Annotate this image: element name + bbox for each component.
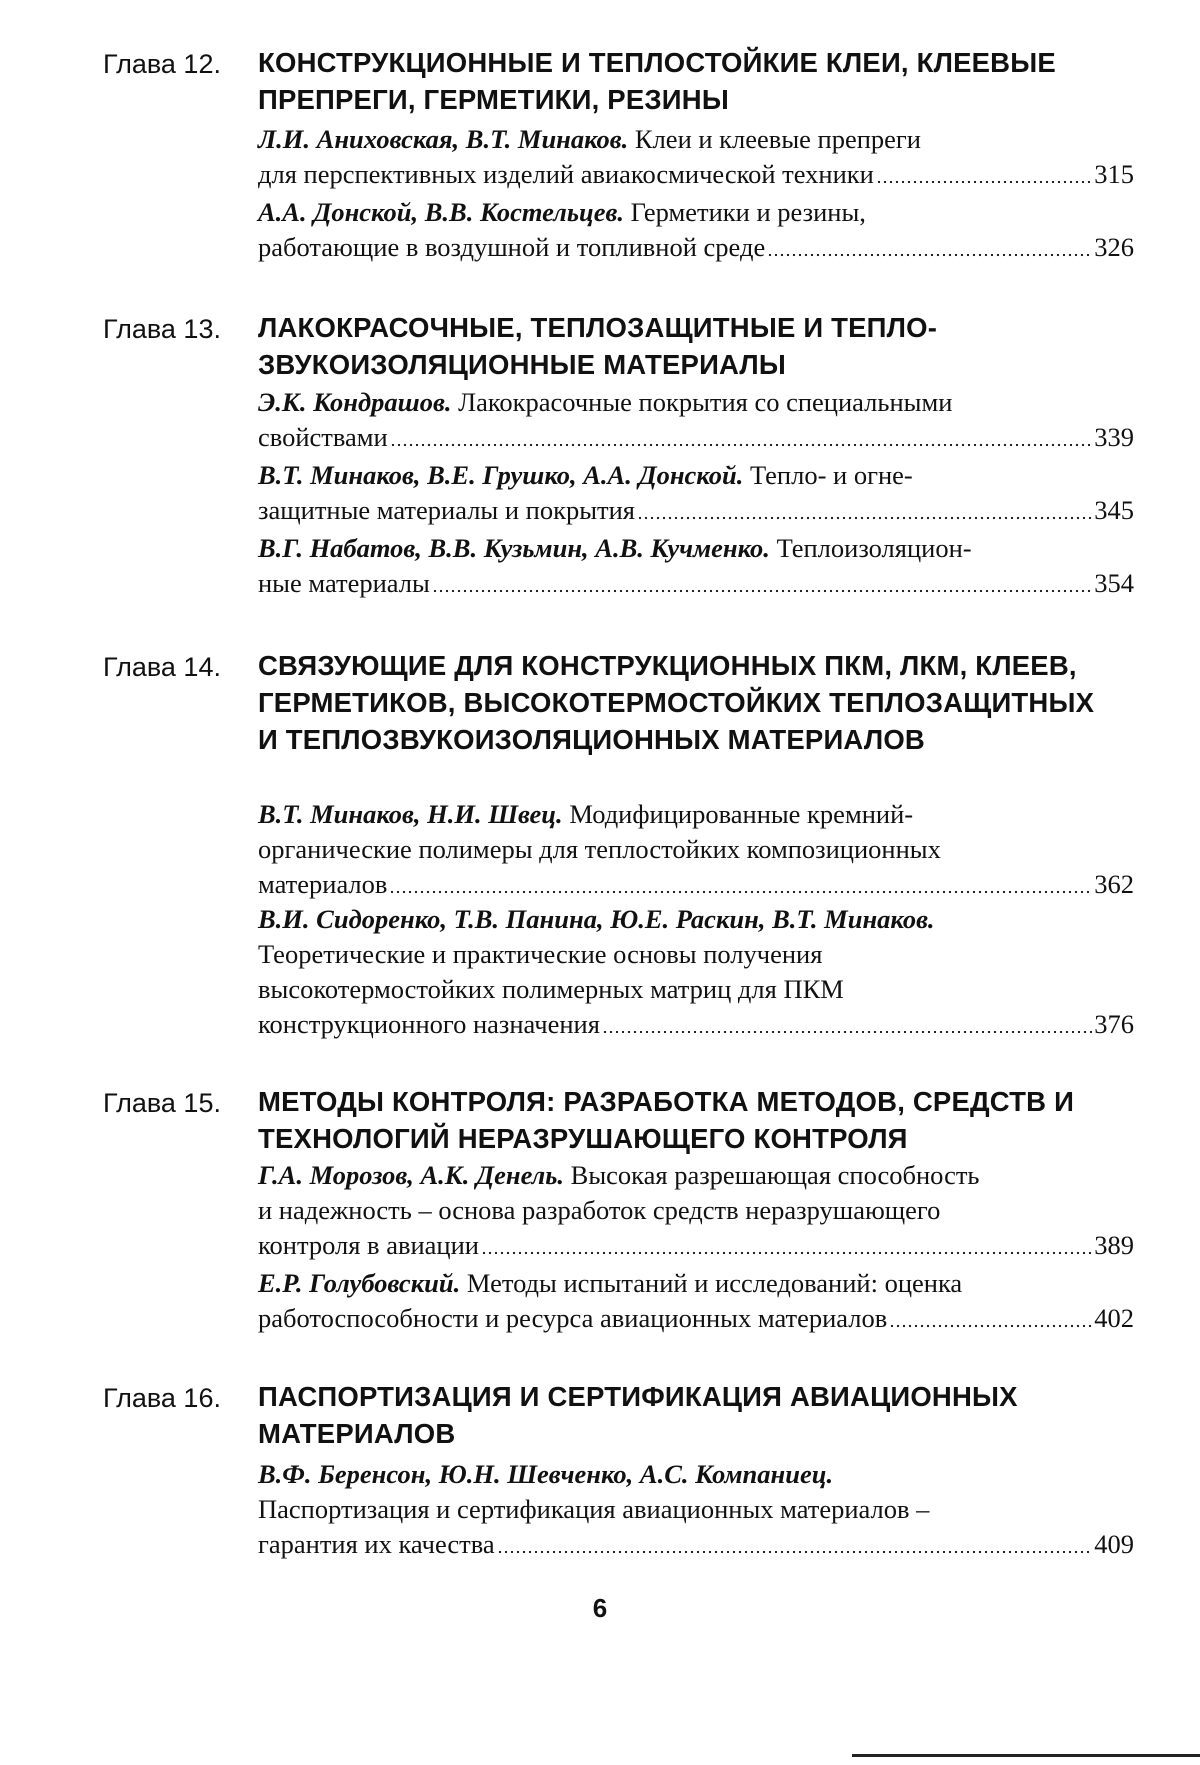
- chapter-title: ЛАКОКРАСОЧНЫЕ, ТЕПЛОЗАЩИТНЫЕ И ТЕПЛО-ЗВУКОИЗОЛЯЦИОННЫЕ МАТЕРИАЛЫ: [258, 312, 938, 380]
- entry-authors: Е.Р. Голубовский.: [258, 1268, 461, 1298]
- page-ref: 345: [1094, 495, 1134, 525]
- toc-entry-line: [258, 832, 1134, 867]
- entry-title-text: Модифицированные кремний-: [569, 799, 914, 829]
- page-number: 6: [592, 1593, 608, 1623]
- page-ref: 315: [1094, 159, 1134, 189]
- entry-text: [258, 420, 388, 455]
- chapter-title: ПАСПОРТИЗАЦИЯ И СЕРТИФИКАЦИЯ АВИАЦИОННЫХ МАТЕРИАЛОВ: [258, 1381, 1018, 1449]
- toc-entry-last-line: [258, 566, 1134, 601]
- toc-entry-line: [258, 122, 1134, 157]
- dot-leader: [432, 589, 1092, 593]
- toc-entry[interactable]: [258, 1266, 1134, 1336]
- entry-text: [258, 387, 952, 417]
- entry-title-text: материалов: [258, 869, 388, 899]
- entry-title-text: Лакокрасочные покрытия со специальными: [458, 387, 953, 417]
- entry-title-text: ные материалы: [258, 568, 430, 598]
- entry-text: [258, 566, 430, 601]
- entry-text: [258, 799, 913, 829]
- toc-entry[interactable]: [258, 797, 1134, 902]
- entry-title-text: Методы испытаний и исследований: оценка: [466, 1268, 963, 1298]
- chapter-label: Глава 16.: [103, 1383, 221, 1413]
- entry-title-text: гарантия их качества: [258, 1529, 495, 1559]
- entry-authors: В.Т. Минаков, В.Е. Грушко, А.А. Донской.: [258, 460, 744, 490]
- page-ref: 362: [1094, 869, 1134, 899]
- page-ref: 326: [1094, 232, 1134, 262]
- toc-entry-last-line: [258, 420, 1134, 455]
- scan-edge-line: [852, 1754, 1200, 1757]
- entry-title-text: и надежность – основа разработок средств неразрушающего: [258, 1195, 941, 1225]
- toc-entry[interactable]: [258, 1158, 1134, 1263]
- chapter-label: Глава 15.: [103, 1088, 221, 1118]
- entry-authors: Э.К. Кондрашов.: [258, 387, 452, 417]
- entry-authors: Г.А. Морозов, А.К. Денель.: [258, 1160, 565, 1190]
- toc-entry-line: [258, 385, 1134, 420]
- entry-text: [258, 1527, 495, 1562]
- toc-entry-last-line: [258, 230, 1134, 265]
- entry-text: [258, 1160, 980, 1190]
- toc-entry[interactable]: [258, 531, 1134, 601]
- entry-text: [258, 1301, 887, 1336]
- toc-entry-last-line: [258, 867, 1134, 902]
- entry-text: [258, 1007, 600, 1042]
- entry-text: [258, 867, 387, 902]
- toc-entry-last-line: [258, 1228, 1134, 1263]
- chapter-label: Глава 13.: [103, 314, 221, 344]
- dot-leader: [390, 443, 1093, 447]
- entry-title-text: Высокая разрешающая способность: [570, 1160, 980, 1190]
- toc-entry-last-line: [258, 1007, 1134, 1042]
- chapter-title: МЕТОДЫ КОНТРОЛЯ: РАЗРАБОТКА МЕТОДОВ, СРЕДСТВ И ТЕХНОЛОГИЙ НЕРАЗРУШАЮЩЕГО КОНТРОЛЯ: [258, 1086, 1075, 1154]
- toc-entry-line: [258, 902, 1134, 937]
- entry-text: [258, 1459, 833, 1489]
- entry-text: [258, 834, 941, 864]
- entry-title-text: Герметики и резины,: [630, 197, 866, 227]
- toc-entry-last-line: [258, 1301, 1134, 1336]
- dot-leader: [602, 1030, 1092, 1034]
- toc-entry[interactable]: [258, 122, 1134, 192]
- dot-leader: [497, 1550, 1093, 1554]
- page-ref: 354: [1094, 568, 1134, 598]
- entry-text: [258, 939, 822, 969]
- entry-text: [258, 493, 635, 528]
- toc-entry[interactable]: [258, 195, 1134, 265]
- page-ref: 389: [1094, 1230, 1134, 1260]
- chapter-label: Глава 12.: [103, 49, 221, 79]
- entry-text: [258, 230, 765, 265]
- entry-text: [258, 974, 844, 1004]
- toc-entry-line: [258, 1266, 1134, 1301]
- entry-text: [258, 460, 913, 490]
- chapter-title: СВЯЗУЮЩИЕ ДЛЯ КОНСТРУКЦИОННЫХ ПКМ, ЛКМ, КЛЕЕВ, ГЕРМЕТИКОВ, ВЫСОКОТЕРМОСТОЙКИХ ТЕПЛОЗАЩИТНЫХ И ТЕПЛОЗВУКОИЗОЛЯЦИОННЫХ МАТЕРИАЛОВ: [258, 650, 1095, 755]
- entry-authors: В.Т. Минаков, Н.И. Швец.: [258, 799, 563, 829]
- toc-entry-line: [258, 1193, 1134, 1228]
- entry-text: [258, 157, 874, 192]
- entry-title-text: Паспортизация и сертификация авиационных материалов –: [258, 1494, 930, 1524]
- entry-authors: А.А. Донской, В.В. Костельцев.: [258, 197, 624, 227]
- entry-title-text: Теплоизоляцион-: [776, 533, 972, 563]
- toc-entry-line: [258, 797, 1134, 832]
- entry-text: [258, 904, 935, 934]
- entry-authors: Л.И. Аниховская, В.Т. Минаков.: [258, 124, 629, 154]
- entry-title-text: органические полимеры для теплостойких композиционных: [258, 834, 941, 864]
- toc-entry-last-line: [258, 493, 1134, 528]
- dot-leader: [389, 890, 1092, 894]
- dot-leader: [637, 516, 1092, 520]
- entry-authors: В.Ф. Беренсон, Ю.Н. Шевченко, А.С. Компаниец.: [258, 1459, 834, 1489]
- page-ref: 409: [1094, 1529, 1134, 1559]
- entry-title-text: Теоретические и практические основы получения: [258, 939, 823, 969]
- toc-entry[interactable]: [258, 1457, 1134, 1562]
- toc-entry-last-line: [258, 1527, 1134, 1562]
- entry-title-text: свойствами: [258, 422, 388, 452]
- entry-text: [258, 124, 921, 154]
- toc-entry-line: [258, 1492, 1134, 1527]
- toc-entry-line: [258, 195, 1134, 230]
- entry-text: [258, 197, 866, 227]
- entry-text: [258, 1268, 962, 1298]
- entry-text: [258, 1494, 929, 1524]
- toc-entry-line: [258, 937, 1134, 972]
- dot-leader: [767, 253, 1092, 257]
- chapter-label: Глава 14.: [103, 652, 221, 682]
- entry-authors: В.Г. Набатов, В.В. Кузьмин, А.В. Кучменко.: [258, 533, 770, 563]
- page-ref: 339: [1094, 422, 1134, 452]
- toc-entry-line: [258, 972, 1134, 1007]
- page-ref: 376: [1094, 1009, 1134, 1039]
- toc-entry-line: [258, 1457, 1134, 1492]
- entry-title-text: Клеи и клеевые препреги: [634, 124, 921, 154]
- entry-text: [258, 1195, 940, 1225]
- entry-title-text: работающие в воздушной и топливной среде: [258, 232, 766, 262]
- entry-title-text: контроля в авиации: [258, 1230, 479, 1260]
- toc-entry[interactable]: [258, 458, 1134, 528]
- page-ref: 402: [1094, 1303, 1134, 1333]
- toc-entry[interactable]: [258, 902, 1134, 1042]
- toc-entry-line: [258, 1158, 1134, 1193]
- toc-entry-last-line: [258, 157, 1134, 192]
- dot-leader: [481, 1251, 1092, 1255]
- dot-leader: [876, 180, 1092, 184]
- entry-title-text: защитные материалы и покрытия: [258, 495, 635, 525]
- entry-authors: В.И. Сидоренко, Т.В. Панина, Ю.Е. Раскин, В.Т. Минаков.: [258, 904, 935, 934]
- entry-text: [258, 533, 972, 563]
- toc-entry-line: [258, 531, 1134, 566]
- toc-entry[interactable]: [258, 385, 1134, 455]
- entry-title-text: конструкционного назначения: [258, 1009, 600, 1039]
- dot-leader: [889, 1324, 1092, 1328]
- toc-entry-line: [258, 458, 1134, 493]
- chapter-title: КОНСТРУКЦИОННЫЕ И ТЕПЛОСТОЙКИЕ КЛЕИ, КЛЕЕВЫЕ ПРЕПРЕГИ, ГЕРМЕТИКИ, РЕЗИНЫ: [258, 47, 1056, 115]
- entry-title-text: высокотермостойких полимерных матриц для ПКМ: [258, 974, 844, 1004]
- entry-title-text: работоспособности и ресурса авиационных материалов: [258, 1303, 888, 1333]
- entry-text: [258, 1228, 479, 1263]
- entry-title-text: для перспективных изделий авиакосмической техники: [258, 159, 874, 189]
- entry-title-text: Тепло- и огне-: [749, 460, 913, 490]
